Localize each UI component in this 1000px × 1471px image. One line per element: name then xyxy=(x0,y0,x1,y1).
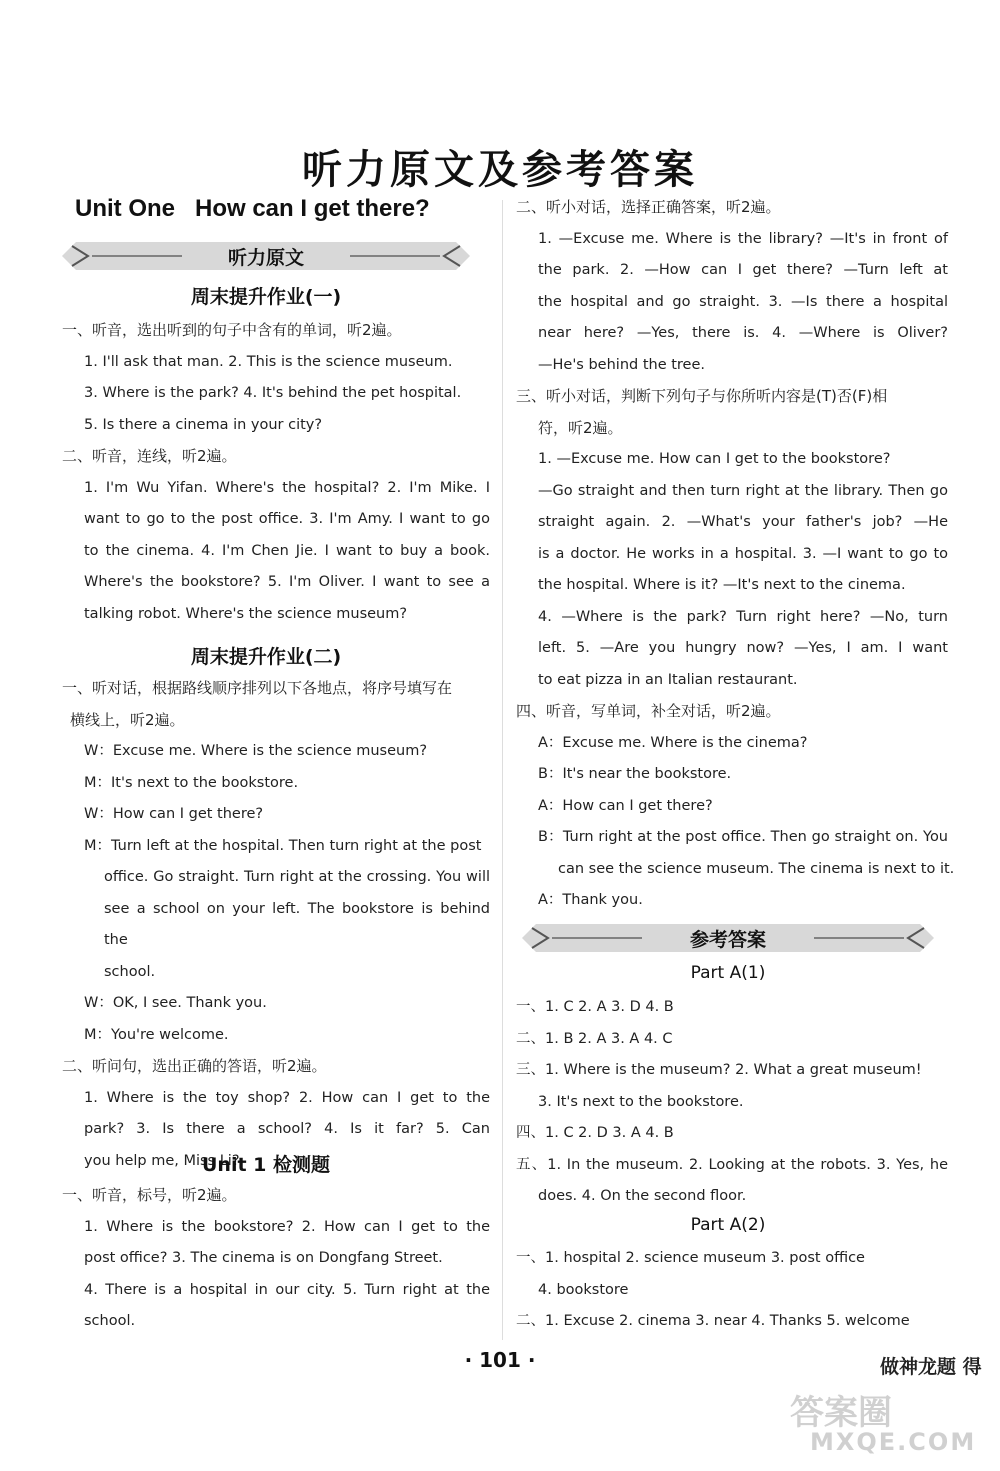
question-heading: 一、听对话，根据路线顺序排列以下各地点，将序号填写在 xyxy=(62,679,453,697)
banner-answers xyxy=(522,920,934,956)
text-line: 1. Where is the bookstore? 2. How can I get to the xyxy=(84,1218,490,1235)
dialogue-line: A：Excuse me. Where is the cinema? xyxy=(538,734,808,751)
text-line: 4. —Where is the park? Turn right here? —No, turn xyxy=(538,608,948,625)
dialogue-line: W：OK, I see. Thank you. xyxy=(84,995,267,1011)
watermark-url: MXQE.COM xyxy=(810,1428,977,1456)
answer-line: 二、1. B 2. A 3. A 4. C xyxy=(516,1030,673,1047)
question-heading: 横线上，听2遍。 xyxy=(70,710,185,729)
text-line: to the cinema. 4. I'm Chen Jie. I want to buy a book. xyxy=(84,542,490,559)
text-line: park? 3. Is there a school? 4. Is it far? 5. Can xyxy=(84,1121,490,1137)
page-title: 听力原文及参考答案 xyxy=(302,146,698,193)
answers-part-a1 xyxy=(516,992,948,1213)
answer-line: 3. It's next to the bookstore. xyxy=(538,1093,744,1110)
dialogue-line: school. xyxy=(104,963,156,980)
dialogue-line: A：How can I get there? xyxy=(538,797,713,814)
text-line: straight again. 2. —What's your father's job? —He xyxy=(538,514,948,530)
banner-transcript-label: 听力原文 xyxy=(227,247,304,269)
unit-title: Unit One How can I get there? xyxy=(75,195,430,222)
column-divider xyxy=(502,200,503,1340)
question-heading: 符，听2遍。 xyxy=(538,418,623,437)
section-title-3: Unit 1 检测题 xyxy=(202,1154,330,1176)
question-heading: 一、听音，标号，听2遍。 xyxy=(62,1186,237,1204)
text-line: near here? —Yes, there is. 4. —Where is Oliver? xyxy=(538,325,948,341)
text-line: 1. —Excuse me. Where is the library? —It's in front of xyxy=(538,230,948,247)
dialogue-line: M：It's next to the bookstore. xyxy=(84,774,299,791)
text-line: the hospital and go straight. 3. —Is there a hospital xyxy=(538,293,948,310)
answer-line: 四、1. C 2. D 3. A 4. B xyxy=(516,1125,674,1141)
banner-answers-label: 参考答案 xyxy=(689,929,766,951)
part-a2-title: Part A(2) xyxy=(690,1215,766,1235)
text-line: left. 5. —Are you hungry now? —Yes, I am. I want xyxy=(538,640,948,656)
answer-line: 五、1. In the museum. 2. Looking at the robots. 3. Yes, he xyxy=(516,1156,948,1173)
text-line: want to go to the post office. 3. I'm Amy. I want to go xyxy=(84,511,490,527)
text-line: 1. I'll ask that man. 2. This is the science museum. xyxy=(84,353,453,370)
question-heading: 四、听音，写单词，补全对话，听2遍。 xyxy=(516,702,781,720)
answers-part-a2 xyxy=(516,1243,948,1338)
text-line: you help me, Miss Li? xyxy=(84,1152,240,1169)
text-line: 5. Is there a cinema in your city? xyxy=(84,416,323,433)
right-transcript xyxy=(516,192,955,917)
question-heading: 二、听音，连线，听2遍。 xyxy=(62,447,237,465)
dialogue-line: office. Go straight. Turn right at the crossing. You will xyxy=(104,869,490,885)
question-heading: 二、听小对话，选择正确答案，听2遍。 xyxy=(516,198,781,216)
dialogue-line: B：It's near the bookstore. xyxy=(538,766,732,782)
left-section-1 xyxy=(62,315,490,630)
dialogue-line: W：How can I get there? xyxy=(84,806,264,822)
text-line: —Go straight and then turn right at the library. Then go xyxy=(538,482,948,499)
text-line: 3. Where is the park? 4. It's behind the pet hospital. xyxy=(84,385,462,401)
text-line: 4. There is a hospital in our city. 5. Turn right at the xyxy=(84,1281,490,1298)
question-heading: 三、听小对话，判断下列句子与你所听内容是(T)否(F)相 xyxy=(516,387,888,405)
answer-line: does. 4. On the second floor. xyxy=(538,1188,747,1204)
dialogue-line: M：Turn left at the hospital. Then turn right at the post xyxy=(84,837,482,854)
page-number: · 101 · xyxy=(464,1348,536,1372)
text-line: 1. Where is the toy shop? 2. How can I get to the xyxy=(84,1089,490,1106)
answer-line: 一、1. hospital 2. science museum 3. post office xyxy=(516,1250,865,1266)
dialogue-line: B：Turn right at the post office. Then go straight on. You xyxy=(538,829,948,845)
dialogue-line: A：Thank you. xyxy=(538,892,643,908)
left-section-2 xyxy=(62,673,490,1177)
text-line: post office? 3. The cinema is on Dongfang Street. xyxy=(84,1250,443,1266)
watermark-logo: 答案圈 xyxy=(790,1393,892,1433)
answer-line: 4. bookstore xyxy=(538,1281,629,1298)
dialogue-line: M：You're welcome. xyxy=(84,1026,229,1043)
text-line: the park. 2. —How can I get there? —Turn left at xyxy=(538,262,948,278)
section-title-1: 周末提升作业(一) xyxy=(190,286,342,308)
left-section-3 xyxy=(62,1180,490,1338)
answer-line: 二、1. Excuse 2. cinema 3. near 4. Thanks 5. welcome xyxy=(516,1313,910,1329)
part-a1-title: Part A(1) xyxy=(690,963,766,983)
text-line: is a doctor. He works in a hospital. 3. —I want to go to xyxy=(538,545,948,562)
text-line: Where's the bookstore? 5. I'm Oliver. I want to see a xyxy=(84,574,490,590)
answer-line: 一、1. C 2. A 3. D 4. B xyxy=(516,999,674,1015)
answer-line: 三、1. Where is the museum? 2. What a great museum! xyxy=(516,1062,922,1078)
banner-transcript xyxy=(62,238,470,274)
text-line: to eat pizza in an Italian restaurant. xyxy=(538,671,798,688)
question-heading: 二、听问句，选出正确的答语，听2遍。 xyxy=(62,1057,327,1075)
section-title-2: 周末提升作业(二) xyxy=(190,646,342,668)
text-line: school. xyxy=(84,1313,136,1329)
dialogue-line: see a school on your left. The bookstore is behind the xyxy=(104,900,490,948)
text-line: 1. I'm Wu Yifan. Where's the hospital? 2. I'm Mike. I xyxy=(84,479,490,496)
question-heading: 一、听音，选出听到的句子中含有的单词，听2遍。 xyxy=(62,321,402,339)
dialogue-line: W：Excuse me. Where is the science museum? xyxy=(84,743,428,759)
text-line: the hospital. Where is it? —It's next to the cinema. xyxy=(538,577,906,593)
text-line: talking robot. Where's the science museum? xyxy=(84,605,408,622)
dialogue-line: can see the science museum. The cinema is next to it. xyxy=(558,860,955,877)
text-line: 1. —Excuse me. How can I get to the bookstore? xyxy=(538,451,891,467)
text-line: —He's behind the tree. xyxy=(538,356,706,373)
brand-slogan: 做神龙题 得 xyxy=(880,1356,982,1378)
